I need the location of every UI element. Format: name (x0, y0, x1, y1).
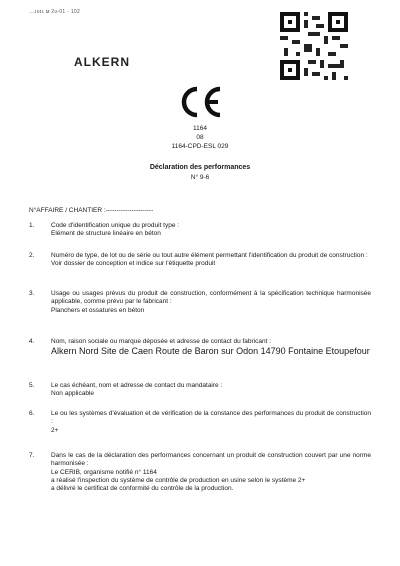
item-answer: Le CERIB, organisme notifié n° 1164 (51, 468, 157, 476)
item-answer: a délivré le certificat de conformité du contrôle de la production. (51, 485, 234, 493)
item-answer: a réalisé l'inspection du système de contrôle de production en usine selon le système 2+ (51, 476, 306, 484)
manufacturer-address: Alkern Nord Site de Caen Route de Baron sur Odon 14790 Fontaine Etoupefour (51, 346, 370, 357)
affaire-field: N°AFFAIRE / CHANTIER :---------------------- (29, 207, 154, 214)
item-question: Nom, raison sociale ou marque déposée et adresse de contact du fabricant : (51, 338, 272, 345)
item-answer: Voir dossier de conception et indice sur l'étiquette produit (51, 260, 216, 268)
document-reference: …ᴊᴜɪʟ ᴍ 2ᴜ-01 - 102 (29, 9, 81, 15)
notified-body-number: 1164 (193, 125, 207, 132)
item-answer: Non applicable (51, 390, 95, 398)
item-question: Dans le cas de la déclaration des performances concernant un produit de construction couvert par une norme harmonisée : (51, 452, 371, 468)
item-number: 7. (29, 452, 35, 459)
ce-mark-icon (180, 86, 224, 118)
page-title: Déclaration des performances (149, 164, 251, 171)
declaration-number: N° 9-6 (190, 174, 210, 181)
item-answer: Elément de structure linéaire en béton (51, 230, 161, 238)
item-question: Le cas échéant, nom et adresse de contact du mandataire : (51, 382, 223, 389)
item-answer: 2+ (51, 426, 59, 434)
certification-year: 08 (196, 134, 204, 141)
item-question: Le ou les systèmes d'évaluation et de vérification de la constance des performances du produit de construction : (51, 410, 371, 426)
certificate-number: 1164-CPD-ESL 029 (171, 143, 229, 150)
item-answer: Planchers et ossatures en béton (51, 306, 145, 314)
item-number: 4. (29, 338, 35, 345)
alkern-logo: ALKERN (74, 55, 130, 69)
item-question: Code d'identification unique du produit type : (51, 222, 180, 229)
qr-code-icon (280, 12, 348, 80)
item-question: Numéro de type, de lot ou de série ou tout autre élément permettant l'identification du produit de construction : (51, 252, 368, 259)
item-number: 1. (29, 222, 35, 229)
item-number: 6. (29, 410, 35, 417)
item-number: 2. (29, 252, 35, 259)
item-number: 5. (29, 382, 35, 389)
item-question: Usage ou usages prévus du produit de construction, conformément à la spécification technique harmonisée applicable, comme prévu par le fabricant : (51, 290, 371, 306)
item-number: 3. (29, 290, 35, 297)
